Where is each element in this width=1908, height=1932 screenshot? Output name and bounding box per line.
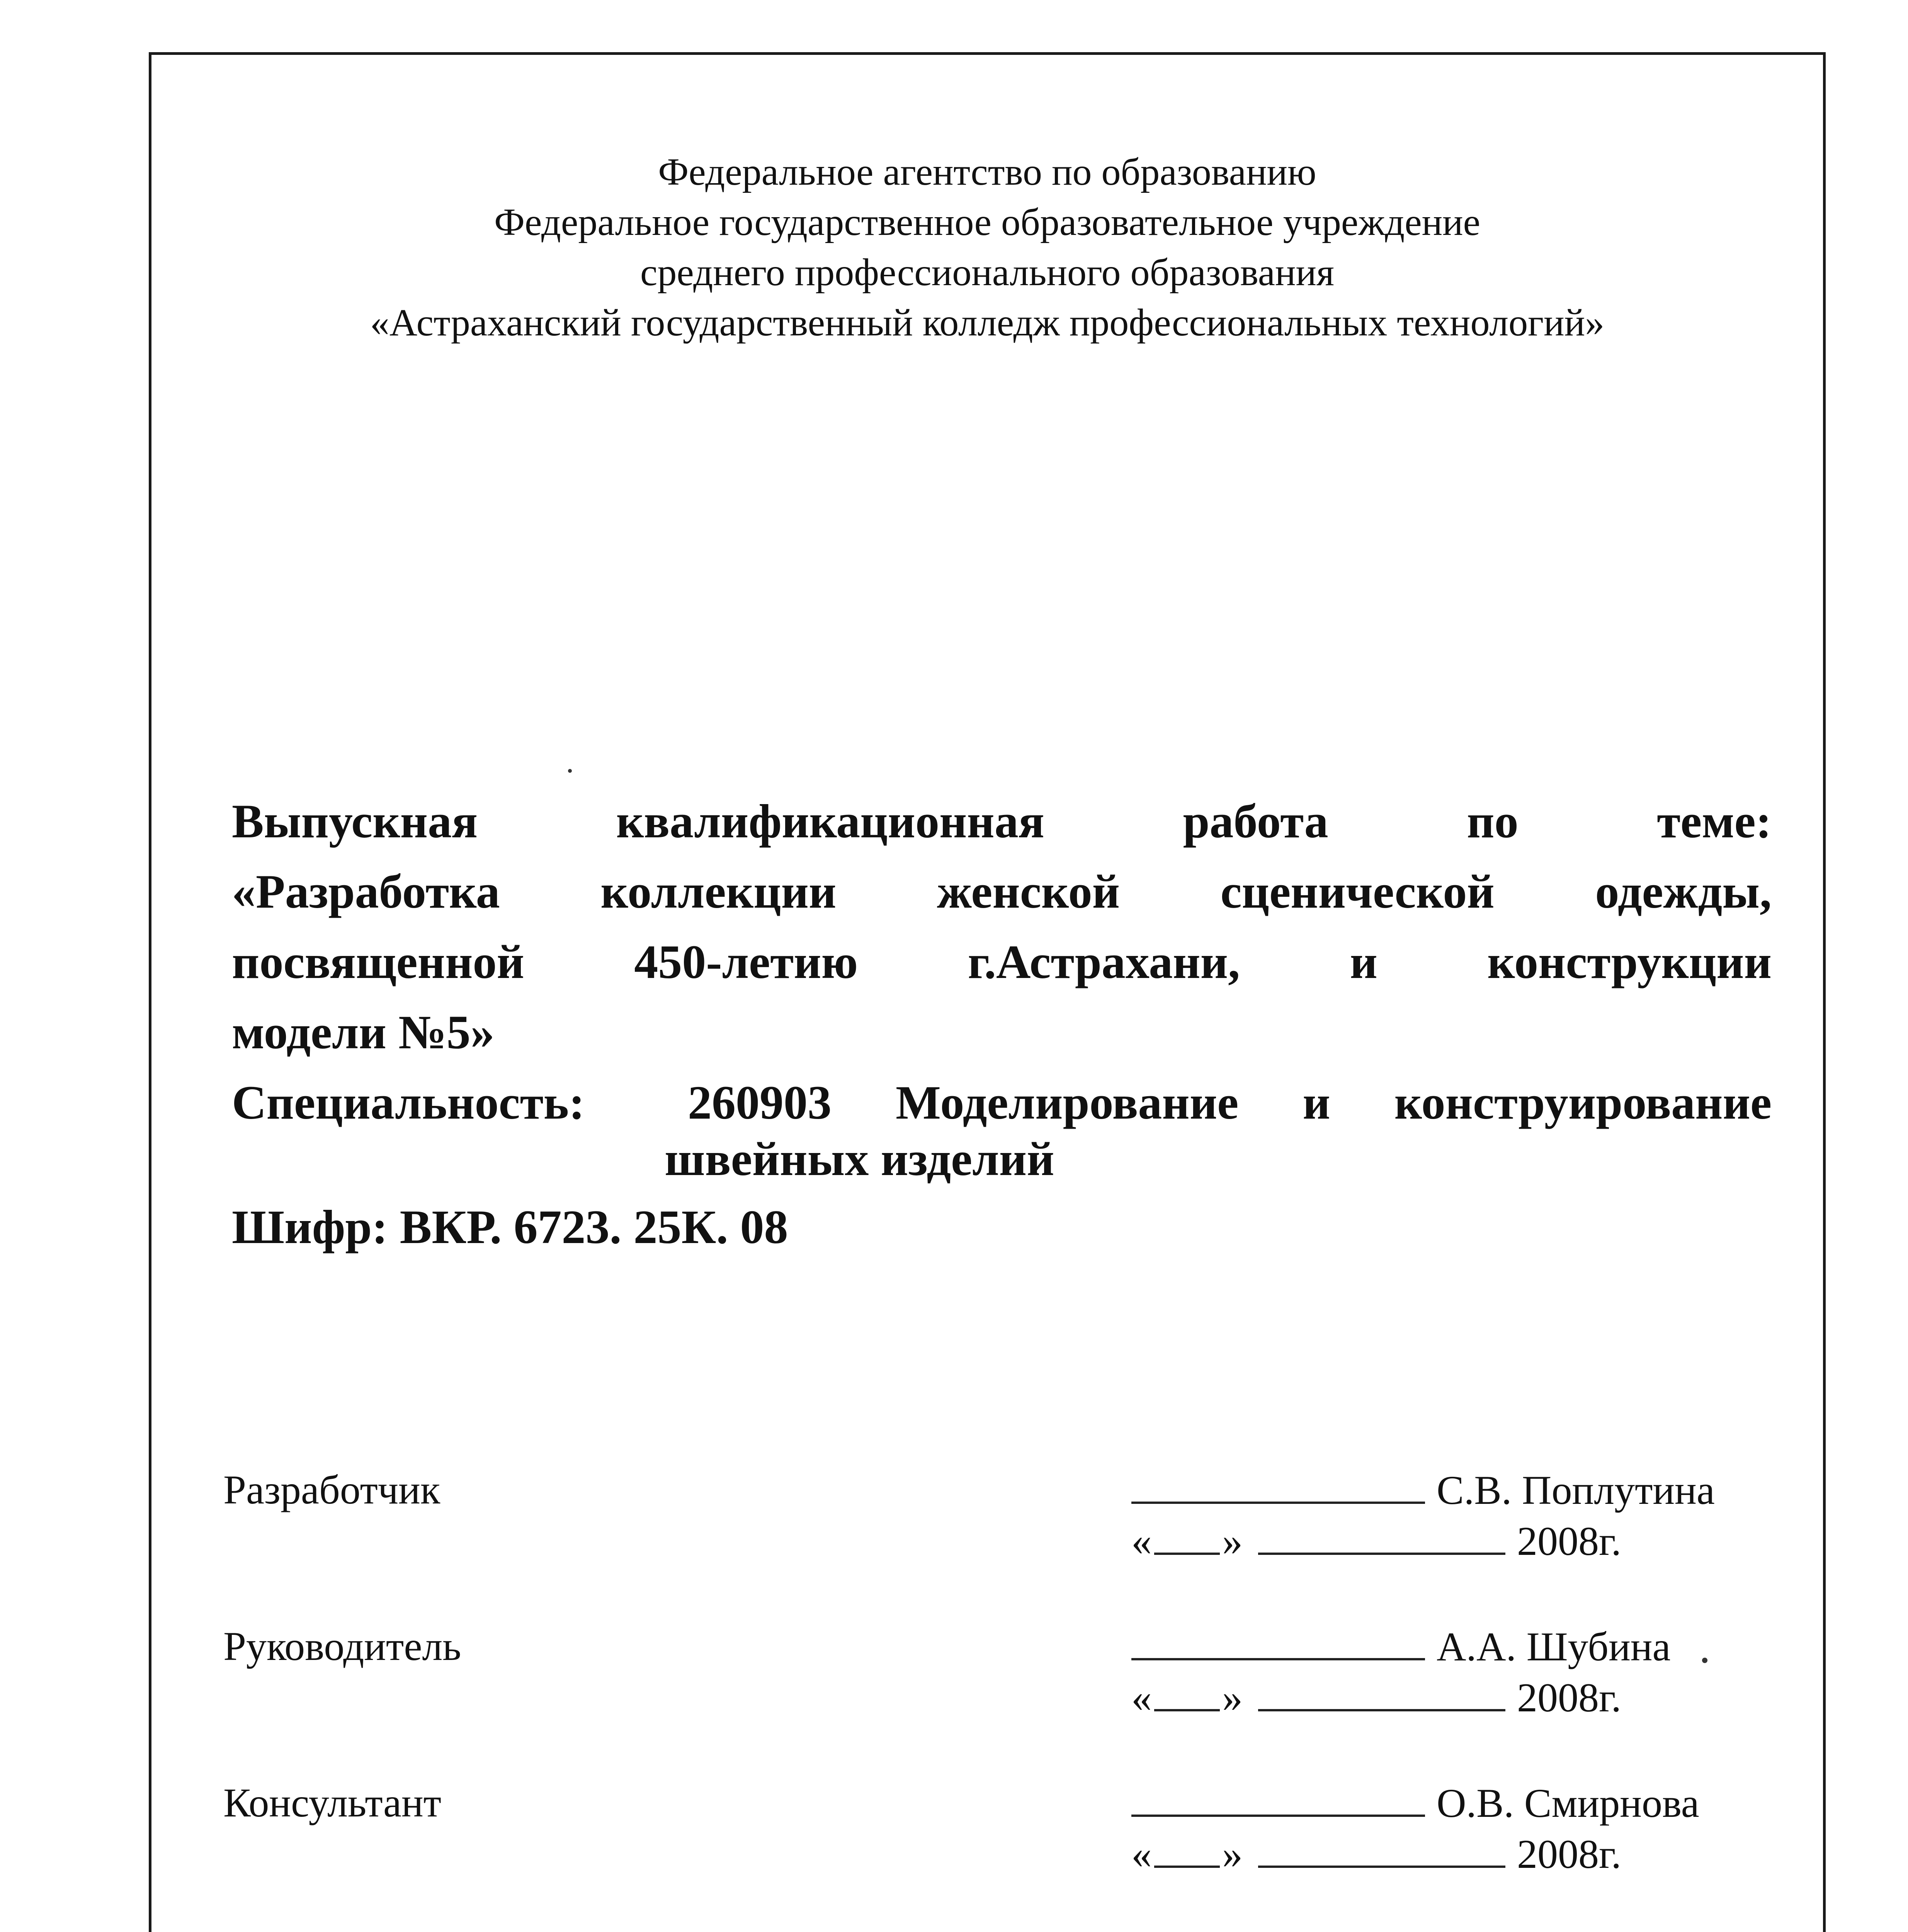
signature-blank <box>1131 1464 1425 1504</box>
date-year: 2008г. <box>1517 1675 1622 1720</box>
thesis-title-block <box>232 786 1772 1262</box>
institution-header <box>149 147 1826 348</box>
header-line-institution-type: Федеральное государственное образовательное учреждение <box>494 201 1481 243</box>
signature-role: Консультант <box>223 1780 442 1825</box>
title-line: посвященной 450-летию г.Астрахани, и конструкции <box>232 935 1772 988</box>
scan-speck <box>568 769 572 773</box>
day-blank <box>1154 1515 1220 1555</box>
signatory-name: С.В. Поплутина <box>1437 1468 1715 1513</box>
date-year: 2008г. <box>1517 1519 1622 1564</box>
signatory-name: О.В. Смирнова <box>1437 1781 1699 1826</box>
signature-blank <box>1131 1777 1425 1817</box>
header-line-education-level: среднего профессионального образования <box>640 251 1335 294</box>
cipher-code: Шифр: ВКР. 6723. 25К. 08 <box>232 1201 788 1253</box>
header-line-college-name: «Астраханский государственный колледж профессиональных технологий» <box>370 301 1605 344</box>
specialty-value: 260903 Моделирование и конструирование <box>688 1076 1772 1129</box>
signature-line <box>1131 1464 1715 1516</box>
signature-line <box>1131 1621 1671 1672</box>
day-blank <box>1154 1828 1220 1868</box>
date-year: 2008г. <box>1517 1832 1622 1877</box>
date-line: « » 2008г. <box>1131 1672 1621 1723</box>
month-blank <box>1258 1672 1505 1711</box>
signatory-name: А.А. Шубина <box>1437 1624 1671 1669</box>
title-line: модели №5» <box>232 1006 495 1059</box>
signature-line <box>1131 1777 1699 1829</box>
signature-blank <box>1131 1621 1425 1660</box>
title-line: Выпускная квалификационная работа по теме: <box>232 795 1772 848</box>
specialty-row <box>232 1068 1772 1138</box>
month-blank <box>1258 1515 1505 1555</box>
signature-role: Разработчик <box>223 1467 440 1512</box>
specialty-label: Специальность: <box>232 1076 585 1129</box>
date-line: « » 2008г. <box>1131 1515 1621 1567</box>
day-blank <box>1154 1672 1220 1711</box>
title-line: «Разработка коллекции женской сценической одежды, <box>232 865 1772 918</box>
specialty-continuation: швейных изделий <box>665 1133 1054 1185</box>
month-blank <box>1258 1828 1505 1868</box>
date-line: « » 2008г. <box>1131 1828 1621 1880</box>
signature-role: Руководитель <box>223 1624 461 1669</box>
header-line-agency: Федеральное агентство по образованию <box>658 150 1316 193</box>
scan-speck <box>1702 1658 1707 1663</box>
